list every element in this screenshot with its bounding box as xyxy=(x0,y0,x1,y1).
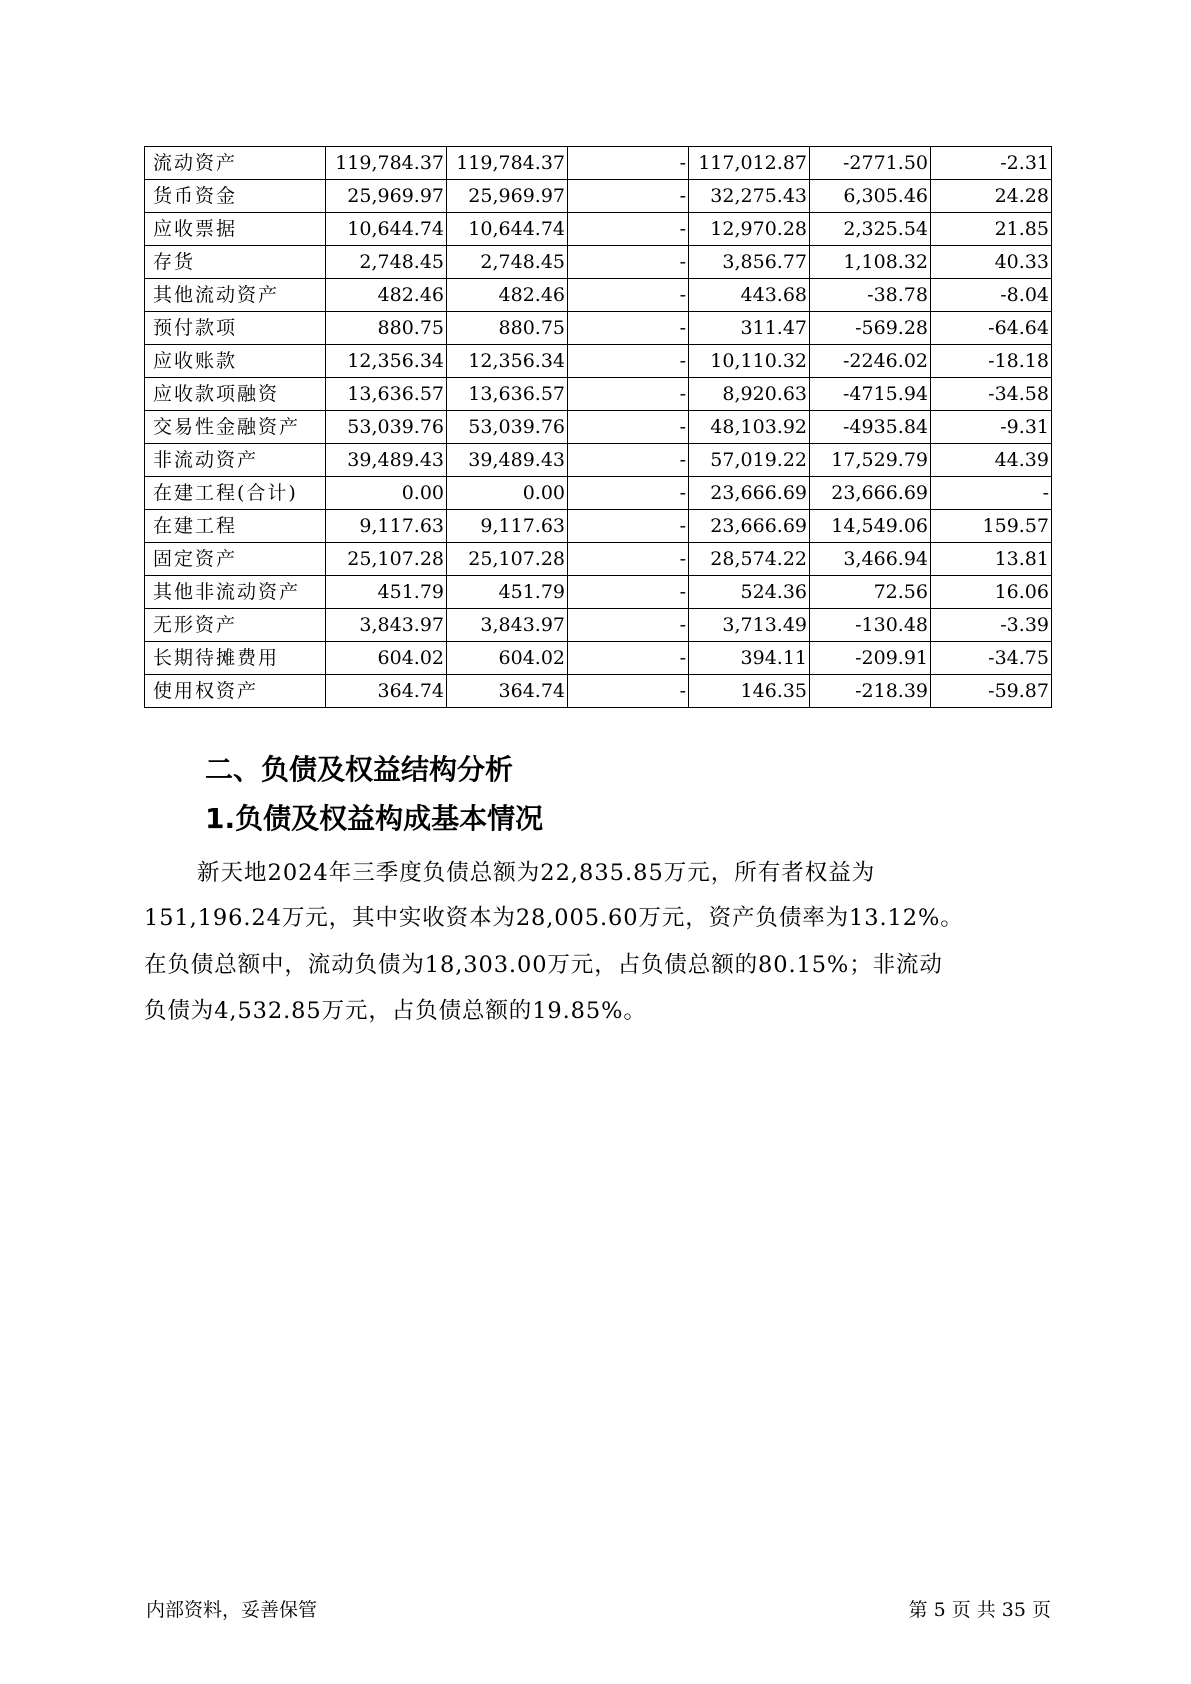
value-cell: 13,636.57 xyxy=(447,378,568,411)
value-cell: 10,644.74 xyxy=(326,213,447,246)
value-cell: 3,856.77 xyxy=(689,246,810,279)
paragraph-line: 负债为4,532.85万元，占负债总额的19.85%。 xyxy=(144,998,647,1024)
table-row xyxy=(145,510,1052,543)
value-cell: - xyxy=(568,345,689,378)
value-cell: 12,970.28 xyxy=(689,213,810,246)
value-cell: -2246.02 xyxy=(810,345,931,378)
value-cell: 28,574.22 xyxy=(689,543,810,576)
value-cell: 21.85 xyxy=(931,213,1052,246)
table-body xyxy=(145,147,1052,708)
value-cell: 482.46 xyxy=(326,279,447,312)
value-cell: 13.81 xyxy=(931,543,1052,576)
footer-page-number: 第 5 页 共 35 页 xyxy=(908,1599,1051,1621)
value-cell: -18.18 xyxy=(931,345,1052,378)
value-cell: 23,666.69 xyxy=(689,510,810,543)
value-cell: -64.64 xyxy=(931,312,1052,345)
section-heading: 二、负债及权益结构分析 xyxy=(205,753,514,786)
value-cell: - xyxy=(568,246,689,279)
value-cell: 13,636.57 xyxy=(326,378,447,411)
row-label-cell: 交易性金融资产 xyxy=(145,411,326,444)
value-cell: 146.35 xyxy=(689,675,810,708)
value-cell: - xyxy=(568,477,689,510)
value-cell: 72.56 xyxy=(810,576,931,609)
footer-confidential-note: 内部资料，妥善保管 xyxy=(146,1599,318,1621)
value-cell: 9,117.63 xyxy=(326,510,447,543)
value-cell: - xyxy=(568,609,689,642)
value-cell: 39,489.43 xyxy=(326,444,447,477)
value-cell: 311.47 xyxy=(689,312,810,345)
value-cell: 12,356.34 xyxy=(326,345,447,378)
value-cell: 25,107.28 xyxy=(326,543,447,576)
row-label-cell: 无形资产 xyxy=(145,609,326,642)
value-cell: 57,019.22 xyxy=(689,444,810,477)
value-cell: - xyxy=(568,213,689,246)
value-cell: 451.79 xyxy=(326,576,447,609)
value-cell: - xyxy=(931,477,1052,510)
value-cell: 48,103.92 xyxy=(689,411,810,444)
table-row xyxy=(145,345,1052,378)
value-cell: -2.31 xyxy=(931,147,1052,180)
value-cell: -9.31 xyxy=(931,411,1052,444)
value-cell: 39,489.43 xyxy=(447,444,568,477)
value-cell: 24.28 xyxy=(931,180,1052,213)
value-cell: 364.74 xyxy=(326,675,447,708)
value-cell: 16.06 xyxy=(931,576,1052,609)
table-row xyxy=(145,279,1052,312)
table-row xyxy=(145,213,1052,246)
value-cell: 2,325.54 xyxy=(810,213,931,246)
row-label-cell: 非流动资产 xyxy=(145,444,326,477)
value-cell: 8,920.63 xyxy=(689,378,810,411)
table-row xyxy=(145,543,1052,576)
value-cell: - xyxy=(568,642,689,675)
value-cell: -34.75 xyxy=(931,642,1052,675)
value-cell: 32,275.43 xyxy=(689,180,810,213)
value-cell: -4715.94 xyxy=(810,378,931,411)
row-label-cell: 其他流动资产 xyxy=(145,279,326,312)
value-cell: 53,039.76 xyxy=(326,411,447,444)
value-cell: -569.28 xyxy=(810,312,931,345)
paragraph-line: 新天地2024年三季度负债总额为22,835.85万元，所有者权益为 xyxy=(197,860,876,886)
row-label-cell: 存货 xyxy=(145,246,326,279)
value-cell: 25,969.97 xyxy=(326,180,447,213)
row-label-cell: 流动资产 xyxy=(145,147,326,180)
value-cell: 364.74 xyxy=(447,675,568,708)
value-cell: 10,644.74 xyxy=(447,213,568,246)
table-row xyxy=(145,411,1052,444)
value-cell: 40.33 xyxy=(931,246,1052,279)
value-cell: 14,549.06 xyxy=(810,510,931,543)
row-label-cell: 在建工程 xyxy=(145,510,326,543)
value-cell: -59.87 xyxy=(931,675,1052,708)
value-cell: - xyxy=(568,378,689,411)
asset-comparison-table xyxy=(144,146,1052,708)
value-cell: 23,666.69 xyxy=(810,477,931,510)
value-cell: 23,666.69 xyxy=(689,477,810,510)
value-cell: 44.39 xyxy=(931,444,1052,477)
value-cell: - xyxy=(568,312,689,345)
value-cell: 9,117.63 xyxy=(447,510,568,543)
row-label-cell: 应收款项融资 xyxy=(145,378,326,411)
value-cell: 604.02 xyxy=(326,642,447,675)
table-row xyxy=(145,609,1052,642)
value-cell: 3,843.97 xyxy=(447,609,568,642)
value-cell: 159.57 xyxy=(931,510,1052,543)
table-row xyxy=(145,378,1052,411)
value-cell: - xyxy=(568,444,689,477)
value-cell: -4935.84 xyxy=(810,411,931,444)
value-cell: 2,748.45 xyxy=(326,246,447,279)
table-row xyxy=(145,312,1052,345)
value-cell: -218.39 xyxy=(810,675,931,708)
paragraph-line: 151,196.24万元，其中实收资本为28,005.60万元，资产负债率为13.12%。 xyxy=(144,905,964,931)
value-cell: -3.39 xyxy=(931,609,1052,642)
value-cell: 880.75 xyxy=(326,312,447,345)
table-row xyxy=(145,180,1052,213)
table-row xyxy=(145,477,1052,510)
value-cell: - xyxy=(568,576,689,609)
value-cell: 0.00 xyxy=(447,477,568,510)
value-cell: 394.11 xyxy=(689,642,810,675)
value-cell: - xyxy=(568,180,689,213)
value-cell: -38.78 xyxy=(810,279,931,312)
table-row xyxy=(145,444,1052,477)
value-cell: - xyxy=(568,510,689,543)
value-cell: 3,713.49 xyxy=(689,609,810,642)
value-cell: 2,748.45 xyxy=(447,246,568,279)
value-cell: -130.48 xyxy=(810,609,931,642)
value-cell: - xyxy=(568,279,689,312)
value-cell: 117,012.87 xyxy=(689,147,810,180)
value-cell: 3,843.97 xyxy=(326,609,447,642)
value-cell: - xyxy=(568,411,689,444)
value-cell: 119,784.37 xyxy=(326,147,447,180)
value-cell: 6,305.46 xyxy=(810,180,931,213)
row-label-cell: 货币资金 xyxy=(145,180,326,213)
row-label-cell: 预付款项 xyxy=(145,312,326,345)
value-cell: 1,108.32 xyxy=(810,246,931,279)
value-cell: 604.02 xyxy=(447,642,568,675)
value-cell: -34.58 xyxy=(931,378,1052,411)
value-cell: 10,110.32 xyxy=(689,345,810,378)
subsection-heading: 1.负债及权益构成基本情况 xyxy=(205,802,544,835)
value-cell: 0.00 xyxy=(326,477,447,510)
paragraph-line: 在负债总额中，流动负债为18,303.00万元，占负债总额的80.15%；非流动 xyxy=(144,952,943,978)
value-cell: 880.75 xyxy=(447,312,568,345)
table-row xyxy=(145,576,1052,609)
value-cell: 12,356.34 xyxy=(447,345,568,378)
table-row xyxy=(145,147,1052,180)
value-cell: - xyxy=(568,675,689,708)
row-label-cell: 应收账款 xyxy=(145,345,326,378)
value-cell: - xyxy=(568,543,689,576)
table-row xyxy=(145,675,1052,708)
value-cell: - xyxy=(568,147,689,180)
value-cell: -2771.50 xyxy=(810,147,931,180)
value-cell: 25,969.97 xyxy=(447,180,568,213)
value-cell: 17,529.79 xyxy=(810,444,931,477)
value-cell: -8.04 xyxy=(931,279,1052,312)
row-label-cell: 使用权资产 xyxy=(145,675,326,708)
value-cell: 524.36 xyxy=(689,576,810,609)
value-cell: 119,784.37 xyxy=(447,147,568,180)
row-label-cell: 应收票据 xyxy=(145,213,326,246)
table-row xyxy=(145,246,1052,279)
value-cell: 451.79 xyxy=(447,576,568,609)
row-label-cell: 其他非流动资产 xyxy=(145,576,326,609)
value-cell: 443.68 xyxy=(689,279,810,312)
value-cell: 53,039.76 xyxy=(447,411,568,444)
value-cell: -209.91 xyxy=(810,642,931,675)
value-cell: 482.46 xyxy=(447,279,568,312)
row-label-cell: 固定资产 xyxy=(145,543,326,576)
row-label-cell: 在建工程(合计) xyxy=(145,477,326,510)
table-row xyxy=(145,642,1052,675)
value-cell: 25,107.28 xyxy=(447,543,568,576)
value-cell: 3,466.94 xyxy=(810,543,931,576)
row-label-cell: 长期待摊费用 xyxy=(145,642,326,675)
